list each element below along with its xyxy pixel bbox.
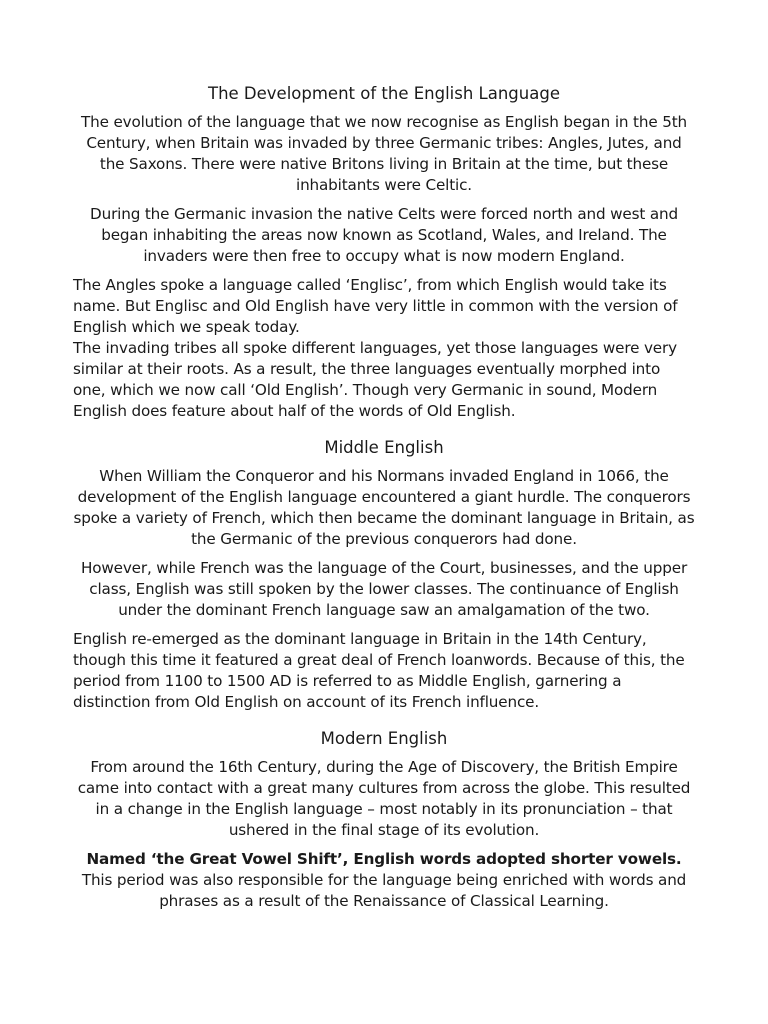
heading-middle-english: Middle English	[324, 438, 444, 457]
paragraph-old-english: The invading tribes all spoke different languages, yet those languages were very similar at their roots. As a result, the three languages eventually morphed into one, which we now call ‘Old English’. Though very Germanic in sound, Modern English does feature about half of the words of Old English.	[73, 339, 677, 420]
heading-modern-english: Modern English	[320, 729, 448, 748]
document-page	[73, 82, 695, 920]
document-title: The Development of the English Language	[208, 84, 560, 103]
paragraph-celts: During the Germanic invasion the native Celts were forced north and west and began inhabiting the areas now known as Scotland, Wales, and Ireland. The invaders were then free to occupy what is now modern England.	[90, 205, 678, 265]
vowel-shift-bold-text: Named ‘the Great Vowel Shift’, English words adopted shorter vowels.	[86, 850, 682, 868]
paragraph-norman-invasion: When William the Conqueror and his Normans invaded England in 1066, the development of the English language encountered a giant hurdle. The conquerors spoke a variety of French, which then became the dominant language in Britain, as the Germanic of the previous conquerors had done.	[73, 467, 695, 548]
paragraph-vowel-shift	[73, 849, 695, 912]
paragraph-french-court: However, while French was the language of the Court, businesses, and the upper class, English was still spoken by the lower classes. The continuance of English under the dominant French language saw an amalgamation of the two.	[80, 559, 688, 619]
vowel-shift-text: This period was also responsible for the language being enriched with words and phrases as a result of the Renaissance of Classical Learning.	[81, 871, 687, 910]
paragraph-englisc: The Angles spoke a language called ‘Englisc’, from which English would take its name. But Englisc and Old English have very little in common with the version of English which we speak today.	[73, 276, 678, 336]
paragraph-re-emergence: English re-emerged as the dominant language in Britain in the 14th Century, though this time it featured a great deal of French loanwords. Because of this, the period from 1100 to 1500 AD is referred to as Middle English, garnering a distinction from Old English on account of its French influence.	[73, 630, 685, 711]
paragraph-origins: The evolution of the language that we now recognise as English began in the 5th Century, when Britain was invaded by three Germanic tribes: Angles, Jutes, and the Saxons. There were native Britons living in Britain at the time, but these inhabitants were Celtic.	[80, 113, 688, 194]
paragraph-age-of-discovery: From around the 16th Century, during the Age of Discovery, the British Empire came into contact with a great many cultures from across the globe. This resulted in a change in the English language – most notably in its pronunciation – that ushered in the final stage of its evolution.	[77, 758, 691, 839]
